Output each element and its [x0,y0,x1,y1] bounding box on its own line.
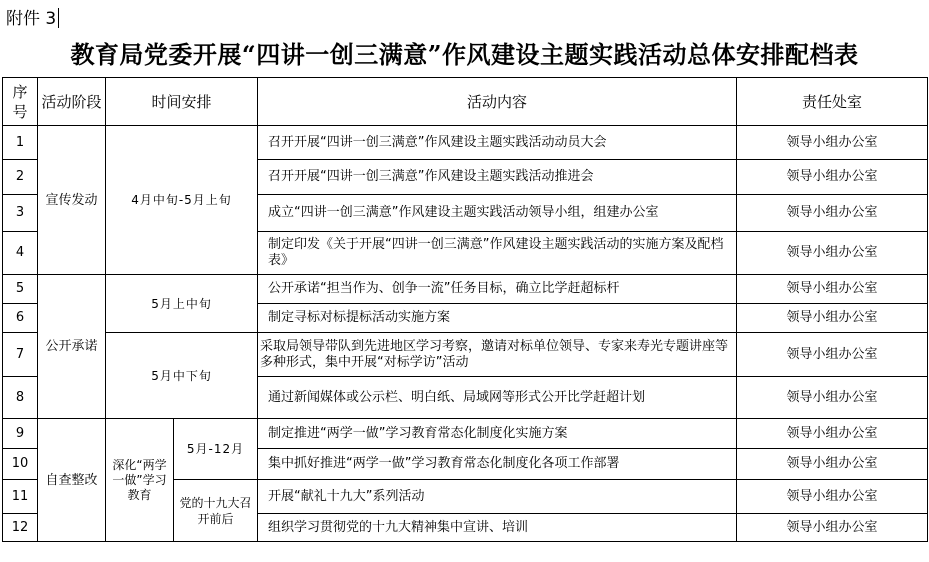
page-title: 教育局党委开展“四讲一创三满意”作风建设主题实践活动总体安排配档表 [70,40,859,69]
row-number: 1 [3,126,38,160]
row-number: 9 [3,419,38,449]
responsible-dept: 领导小组办公室 [737,419,928,449]
row-number: 2 [3,160,38,195]
attachment-label: 附件 3 [6,4,59,29]
time-cell: 5月-12月 [174,419,258,480]
header-no: 序号 [3,78,38,126]
table-row [3,126,928,160]
activity-content: 制定推进“两学一做”学习教育常态化制度化实施方案 [258,419,737,449]
row-number: 7 [3,333,38,377]
responsible-dept: 领导小组办公室 [737,480,928,514]
row-number: 5 [3,275,38,304]
header-stage: 活动阶段 [38,78,106,126]
activity-content: 召开开展“四讲一创三满意”作风建设主题实践活动动员大会 [258,126,737,160]
row-number: 10 [3,449,38,480]
responsible-dept: 领导小组办公室 [737,333,928,377]
time-cell: 5月中下旬 [106,333,258,419]
stage-cell: 宣传发动 [38,126,106,275]
row-number: 4 [3,232,38,275]
activity-content: 制定印发《关于开展“四讲一创三满意”作风建设主题实践活动的实施方案及配档表》 [258,232,737,275]
responsible-dept: 领导小组办公室 [737,377,928,419]
header-content: 活动内容 [258,78,737,126]
schedule-table [2,77,928,542]
table-header-row [3,78,928,126]
table-row [3,275,928,304]
activity-content: 公开承诺“担当作为、创争一流”任务目标，确立比学赶超标杆 [258,275,737,304]
sub-stage-cell: 深化“两学一做”学习教育 [106,419,174,542]
stage-cell: 公开承诺 [38,275,106,419]
activity-content: 集中抓好推进“两学一做”学习教育常态化制度化各项工作部署 [258,449,737,480]
table-row [3,419,928,449]
responsible-dept: 领导小组办公室 [737,514,928,542]
activity-content: 开展“献礼十九大”系列活动 [258,480,737,514]
responsible-dept: 领导小组办公室 [737,232,928,275]
activity-content: 制定寻标对标提标活动实施方案 [258,304,737,333]
activity-content: 组织学习贯彻党的十九大精神集中宣讲、培训 [258,514,737,542]
responsible-dept: 领导小组办公室 [737,304,928,333]
activity-content: 成立“四讲一创三满意”作风建设主题实践活动领导小组，组建办公室 [258,195,737,232]
time-cell: 5月上中旬 [106,275,258,333]
time-cell: 党的十九大召开前后 [174,480,258,542]
row-number: 8 [3,377,38,419]
header-time: 时间安排 [106,78,258,126]
header-dept: 责任处室 [737,78,928,126]
responsible-dept: 领导小组办公室 [737,195,928,232]
responsible-dept: 领导小组办公室 [737,126,928,160]
responsible-dept: 领导小组办公室 [737,275,928,304]
row-number: 3 [3,195,38,232]
activity-content: 采取局领导带队到先进地区学习考察，邀请对标单位领导、专家来寿光专题讲座等多种形式，集中开展“对标学访”活动 [258,333,737,377]
responsible-dept: 领导小组办公室 [737,449,928,480]
activity-content: 召开开展“四讲一创三满意”作风建设主题实践活动推进会 [258,160,737,195]
row-number: 11 [3,480,38,514]
responsible-dept: 领导小组办公室 [737,160,928,195]
stage-cell: 自查整改 [38,419,106,542]
row-number: 12 [3,514,38,542]
table-row [3,333,928,377]
time-cell: 4月中旬-5月上旬 [106,126,258,275]
text-cursor [58,8,59,28]
row-number: 6 [3,304,38,333]
activity-content: 通过新闻媒体或公示栏、明白纸、局域网等形式公开比学赶超计划 [258,377,737,419]
